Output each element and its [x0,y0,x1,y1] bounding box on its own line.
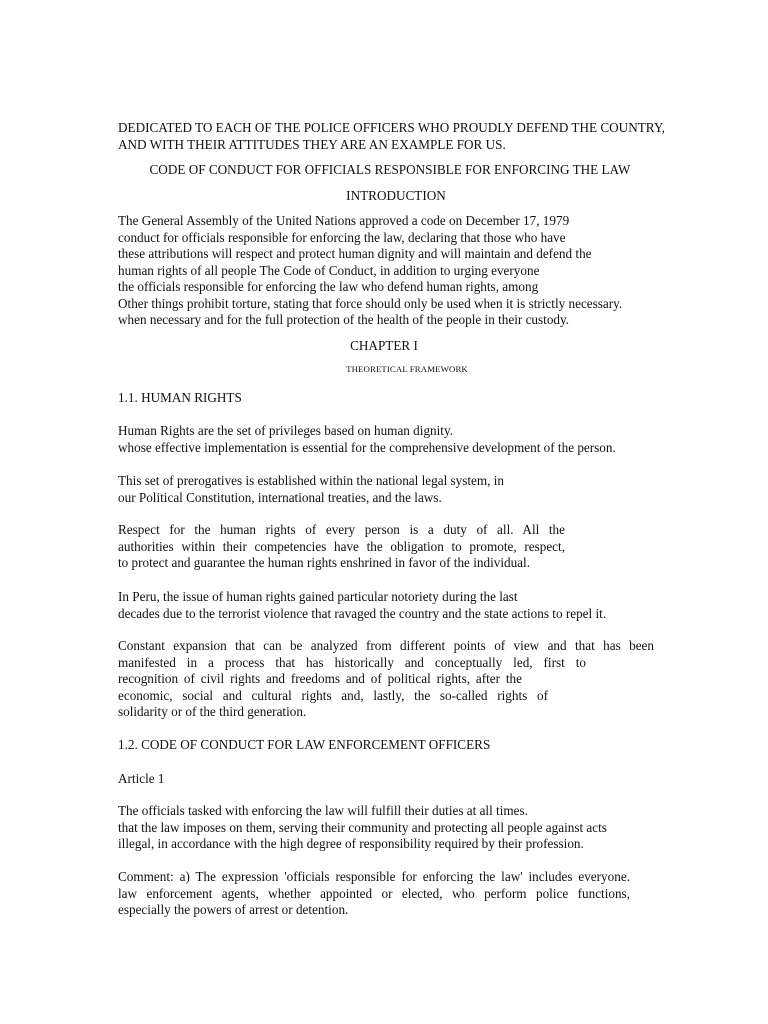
introduction-line: The General Assembly of the United Nations approved a code on December 17, 1979 [118,213,570,228]
paragraph-line: whose effective implementation is essential for the comprehensive development of the person. [118,439,616,455]
paragraph-2 [118,473,678,506]
paragraph-5 [118,638,654,721]
paragraph-line: In Peru, the issue of human rights gained particular notoriety during the last [118,589,518,604]
paragraph-line: to protect and guarantee the human rights enshrined in favor of the individual. [118,555,530,570]
introduction-line: Other things prohibit torture, stating that force should only be used when it is strictly necessary. [118,295,623,311]
introduction-paragraph [118,213,658,329]
paragraph-line: recognition of civil rights and freedoms and of political rights, after the [118,671,522,686]
paragraph-line: economic, social and cultural rights and, lastly, the so-called rights of [118,687,548,703]
article-line: that the law imposes on them, serving their community and protecting all people against acts [118,819,607,835]
chapter-heading: CHAPTER I [350,338,418,353]
paragraph-line: our Political Constitution, international treaties, and the laws. [118,489,442,505]
chapter-subheading: THEORETICAL FRAMEWORK [346,364,468,374]
dedication [118,120,708,153]
paragraph-line: authorities within their competencies have the obligation to promote, respect, [118,538,565,554]
paragraph-line: Human Rights are the set of privileges based on human dignity. [118,423,453,438]
article-1-paragraph [118,803,638,853]
introduction-line: the officials responsible for enforcing the law who defend human rights, among [118,279,539,294]
paragraph-4 [118,589,678,622]
paragraph-3 [118,522,565,572]
paragraph-line: decades due to the terrorist violence that ravaged the country and the state actions to repel it. [118,605,607,621]
comment-line: law enforcement agents, whether appointed or elected, who perform police functions, [118,885,630,901]
introduction-heading: INTRODUCTION [346,188,446,203]
comment-line: Comment: a) The expression 'officials responsible for enforcing the law' includes everyone. [118,869,630,884]
paragraph-line: Constant expansion that can be analyzed from different points of view and that has been [118,638,654,653]
comment-paragraph [118,869,630,919]
paragraph-line: This set of prerogatives is established within the national legal system, in [118,473,505,488]
section-heading-1-1: 1.1. HUMAN RIGHTS [118,390,242,405]
paragraph-line: Respect for the human rights of every person is a duty of all. All the [118,522,565,537]
paragraph-line: solidarity or of the third generation. [118,704,307,719]
introduction-line: when necessary and for the full protection of the health of the people in their custody. [118,312,570,327]
introduction-line: these attributions will respect and protect human dignity and will maintain and defend the [118,246,592,261]
paragraph-line: manifested in a process that has historically and conceptually led, first to [118,654,586,670]
article-line: The officials tasked with enforcing the law will fulfill their duties at all times. [118,803,528,818]
code-title: CODE OF CONDUCT FOR OFFICIALS RESPONSIBLE FOR ENFORCING THE LAW [149,162,631,177]
introduction-line: human rights of all people The Code of Conduct, in addition to urging everyone [118,262,540,278]
dedication-line: AND WITH THEIR ATTITUDES THEY ARE AN EXAMPLE FOR US. [118,136,506,152]
paragraph-1 [118,423,678,456]
comment-line: especially the powers of arrest or detention. [118,902,349,917]
dedication-line: DEDICATED TO EACH OF THE POLICE OFFICERS WHO PROUDLY DEFEND THE COUNTRY, [118,120,665,135]
article-1-heading: Article 1 [118,771,165,786]
introduction-line: conduct for officials responsible for enforcing the law, declaring that those who have [118,229,566,245]
article-line: illegal, in accordance with the high degree of responsibility required by their profession. [118,836,584,851]
section-heading-1-2: 1.2. CODE OF CONDUCT FOR LAW ENFORCEMENT OFFICERS [118,737,491,752]
